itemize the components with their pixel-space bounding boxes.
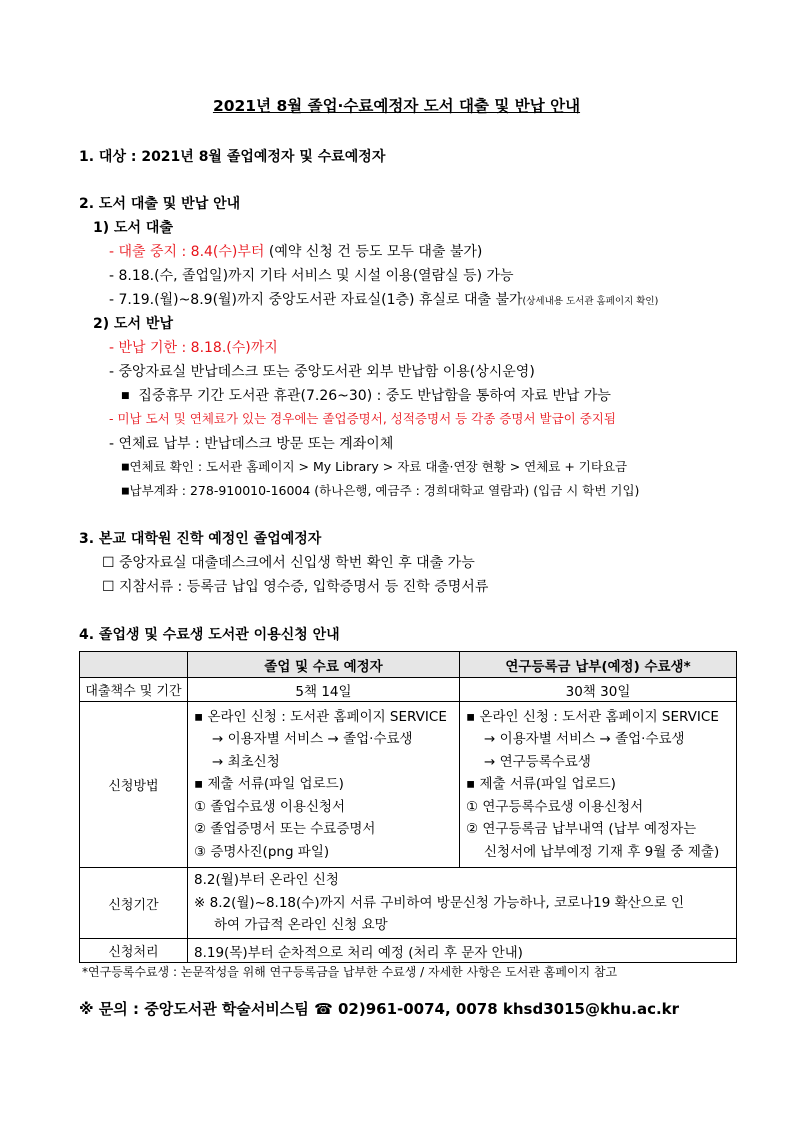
loan-closure-note: (상세내용 도서관 홈페이지 확인) <box>522 296 659 307</box>
loan-closure-main: - 7.19.(월)~8.9(월)까지 중앙도서관 자료실(1층) 휴실로 대출 불가 <box>109 292 523 308</box>
table-header-row <box>80 652 737 678</box>
table-header-research: 연구등록금 납부(예정) 수료생* <box>460 652 737 678</box>
bullet-square-icon: ■ <box>121 486 130 497</box>
period-line: 하여 가급적 온라인 신청 요망 <box>214 917 388 934</box>
loan-limit-label: 대출책수 및 기간 <box>80 678 188 702</box>
section-1-heading: 1. 대상 : 2021년 8월 졸업예정자 및 수료예정자 <box>79 149 386 165</box>
bank-account-line <box>121 481 639 499</box>
section-2-heading: 2. 도서 대출 및 반납 안내 <box>79 196 241 212</box>
return-closure-text: 집중휴무 기간 도서관 휴관(7.26~30) : 중도 반납함을 통하여 자료 반납 가능 <box>138 388 611 404</box>
fine-check-text: 연체료 확인 : 도서관 홈페이지 > My Library > 자료 대출·연장 현황 > 연체료 + 기타요금 <box>129 459 628 474</box>
method-line: ③ 증명사진(png 파일) <box>194 843 330 860</box>
method-label: 신청방법 <box>80 702 188 868</box>
fine-payment-line: - 연체료 납부 : 반납데스크 방문 또는 계좌이체 <box>109 436 394 452</box>
loan-limit-graduates: 5책 14일 <box>188 678 460 702</box>
table-footnote: *연구등록수료생 : 논문작성을 위해 연구등록금을 납부한 수료생 / 자세한 사항은 도서관 홈페이지 참고 <box>82 965 618 979</box>
return-desk-line: - 중앙자료실 반납데스크 또는 중앙도서관 외부 반납함 이용(상시운영) <box>109 364 535 380</box>
process-content: 8.19(목)부터 순차적으로 처리 예정 (처리 후 문자 안내) <box>188 939 737 963</box>
table-row <box>80 868 737 939</box>
period-line: ※ 8.2(월)~8.18(수)까지 서류 구비하여 방문신청 가능하나, 코로나19 확산으로 인 <box>194 894 685 911</box>
bullet-square-icon: ■ <box>121 391 130 401</box>
method-line: ② 졸업증명서 또는 수료증명서 <box>194 821 376 838</box>
return-closure-line <box>121 385 611 405</box>
method-graduates <box>188 702 460 868</box>
method-line: ▪ 온라인 신청 : 도서관 홈페이지 SERVICE <box>194 708 447 725</box>
loan-closure-line <box>109 289 658 309</box>
document-title: 2021년 8월 졸업·수료예정자 도서 대출 및 반납 안내 <box>212 97 581 115</box>
grad-school-item-1: ☐ 중앙자료실 대출데스크에서 신입생 학번 확인 후 대출 가능 <box>102 555 475 571</box>
method-line: ▪ 제출 서류(파일 업로드) <box>466 776 616 793</box>
period-label: 신청기간 <box>80 868 188 939</box>
loan-stop-rest: (예약 신청 건 등도 모두 대출 불가) <box>264 244 483 260</box>
method-line: ① 졸업수료생 이용신청서 <box>194 798 346 815</box>
overdue-warning-line: - 미납 도서 및 연체료가 있는 경우에는 졸업증명서, 성적증명서 등 각종 증명서 발급이 중지됨 <box>109 411 616 426</box>
contact-info: ※ 문의 : 중앙도서관 학술서비스팀 ☎ 02)961-0074, 0078 khsd3015@khu.ac.kr <box>79 1000 680 1018</box>
return-deadline-line: - 반납 기한 : 8.18.(수)까지 <box>109 340 278 356</box>
library-access-table <box>79 651 737 963</box>
grad-school-item-2: ☐ 지참서류 : 등록금 납입 영수증, 입학증명서 등 진학 증명서류 <box>102 579 489 595</box>
return-subheading: 2) 도서 반납 <box>93 316 173 332</box>
table-header-graduates: 졸업 및 수료 예정자 <box>188 652 460 678</box>
method-line: → 이용자별 서비스 → 졸업·수료생 <box>212 731 413 748</box>
method-research <box>460 702 737 868</box>
method-line: → 이용자별 서비스 → 졸업·수료생 <box>484 731 685 748</box>
method-line: → 최초신청 <box>212 753 280 770</box>
loan-stop-line <box>109 241 482 261</box>
table-header-empty <box>80 652 188 678</box>
method-line: → 연구등록수료생 <box>484 753 591 770</box>
section-3-heading: 3. 본교 대학원 진학 예정인 졸업예정자 <box>79 531 322 547</box>
period-content <box>188 868 737 939</box>
table-row <box>80 702 737 868</box>
method-line: 신청서에 납부예정 기재 후 9월 중 제출) <box>484 843 720 860</box>
loan-service-line: - 8.18.(수, 졸업일)까지 기타 서비스 및 시설 이용(열람실 등) 가능 <box>109 268 514 284</box>
method-line: ▪ 제출 서류(파일 업로드) <box>194 776 344 793</box>
section-4-heading: 4. 졸업생 및 수료생 도서관 이용신청 안내 <box>79 627 340 643</box>
period-line: 8.2(월)부터 온라인 신청 <box>194 872 339 889</box>
method-line: ② 연구등록금 납부내역 (납부 예정자는 <box>466 821 697 838</box>
method-line: ① 연구등록수료생 이용신청서 <box>466 798 644 815</box>
table-row <box>80 678 737 702</box>
loan-subheading: 1) 도서 대출 <box>93 220 173 236</box>
method-line: ▪ 온라인 신청 : 도서관 홈페이지 SERVICE <box>466 708 719 725</box>
loan-limit-research: 30책 30일 <box>460 678 737 702</box>
fine-check-line <box>121 457 627 475</box>
table-row <box>80 939 737 963</box>
bank-account-text: 납부계좌 : 278-910010-16004 (하나은행, 예금주 : 경희대학교 열람과) (입금 시 학번 기입) <box>129 483 640 498</box>
process-label: 신청처리 <box>80 939 188 963</box>
loan-stop-red: - 대출 중지 : 8.4(수)부터 <box>109 244 265 260</box>
bullet-square-icon: ■ <box>121 462 130 473</box>
